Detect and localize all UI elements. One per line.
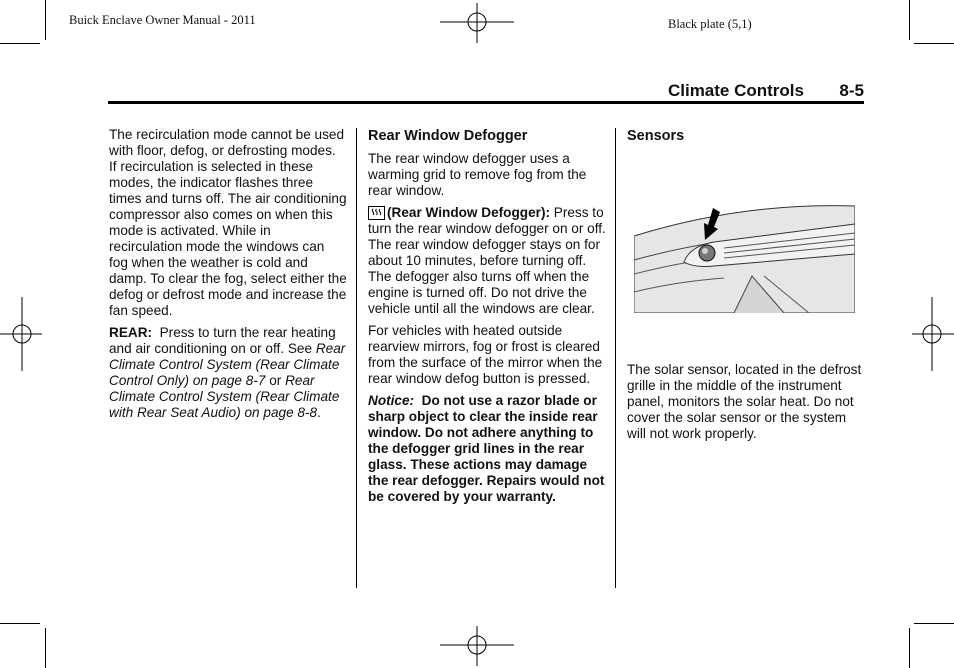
section-heading: Rear Window Defogger	[368, 128, 528, 144]
defogger-intro: The rear window defogger uses a warming grid to remove fog from the rear window.	[368, 151, 587, 198]
defogger-button-label: (Rear Window Defogger):	[387, 205, 550, 220]
page-number: 8-5	[839, 81, 864, 100]
section-title: Climate Controls	[667, 81, 804, 100]
defogger-button-paragraph	[368, 205, 608, 317]
plate-label: Black plate (5,1)	[668, 17, 752, 31]
column-middle	[368, 127, 608, 511]
registration-mark-right	[912, 297, 954, 371]
rear-paragraph	[109, 325, 347, 421]
crop-mark	[0, 43, 40, 44]
registration-mark-top	[440, 3, 514, 43]
notice-label: Notice:	[368, 393, 415, 408]
rear-defogger-icon	[368, 206, 385, 220]
crop-mark	[45, 628, 46, 668]
registration-mark-left	[0, 297, 42, 371]
recirculation-paragraph: The recirculation mode cannot be used with floor, defog, or defrosting modes. If recirculation is selected in these modes, the indicator flashes three times and turns off. The air conditioning compressor also comes on when this mode is activated. While in recirculation mode the windows can fog when the weather is cold and damp. To clear the fog, select either the defog or defrost mode and increase the fan speed.	[109, 127, 347, 318]
crop-mark	[0, 623, 40, 624]
column-divider	[615, 128, 616, 588]
notice-paragraph	[368, 393, 608, 505]
column-left	[109, 127, 347, 427]
crop-mark	[914, 623, 954, 624]
solar-sensor-illustration	[634, 200, 855, 313]
rear-reference-link[interactable]: Rear Climate Control System (Rear Climate with Rear Seat Audio) on page 8-8	[109, 373, 340, 420]
crop-mark	[45, 0, 46, 40]
crop-mark	[909, 628, 910, 668]
crop-mark	[914, 43, 954, 44]
notice-text: Do not use a razor blade or sharp object to clear the inside rear window. Do not adhere anything to the defogger grid lines in the rear glass. These actions may damage the rear defogger. Repairs would not be covered by your warranty.	[368, 393, 605, 504]
column-divider	[356, 128, 357, 588]
rear-text: Press to turn the rear heating and air conditioning on or off. See	[109, 325, 336, 356]
column-right	[627, 127, 862, 151]
rear-end: .	[317, 405, 321, 420]
rear-label: REAR:	[109, 325, 153, 340]
section-header	[108, 81, 864, 103]
manual-title: Buick Enclave Owner Manual - 2011	[69, 13, 256, 27]
header-rule	[108, 101, 864, 104]
sensor-text-block	[627, 362, 862, 448]
section-heading: Sensors	[627, 128, 685, 144]
defogger-button-text: Press to turn the rear window defogger on or off. The rear window defogger stays on for about 10 minutes, before turning off. The defogger also turns off when the engine is turned off. Do not drive the vehicle until all the windows are clear.	[368, 205, 606, 316]
solar-sensor-paragraph: The solar sensor, located in the defrost grille in the middle of the instrument panel, monitors the solar heat. Do not cover the solar sensor or the system will not work properly.	[627, 362, 862, 441]
rear-or: or	[269, 373, 282, 388]
registration-mark-bottom	[440, 626, 514, 666]
crop-mark	[909, 0, 910, 40]
rear-reference-link[interactable]: Rear Climate Control System (Rear Climate Control Only) on page 8-7	[109, 341, 346, 388]
mirror-paragraph: For vehicles with heated outside rearview mirrors, fog or frost is cleared from the surface of the mirror when the rear window defog button is pressed.	[368, 323, 603, 386]
